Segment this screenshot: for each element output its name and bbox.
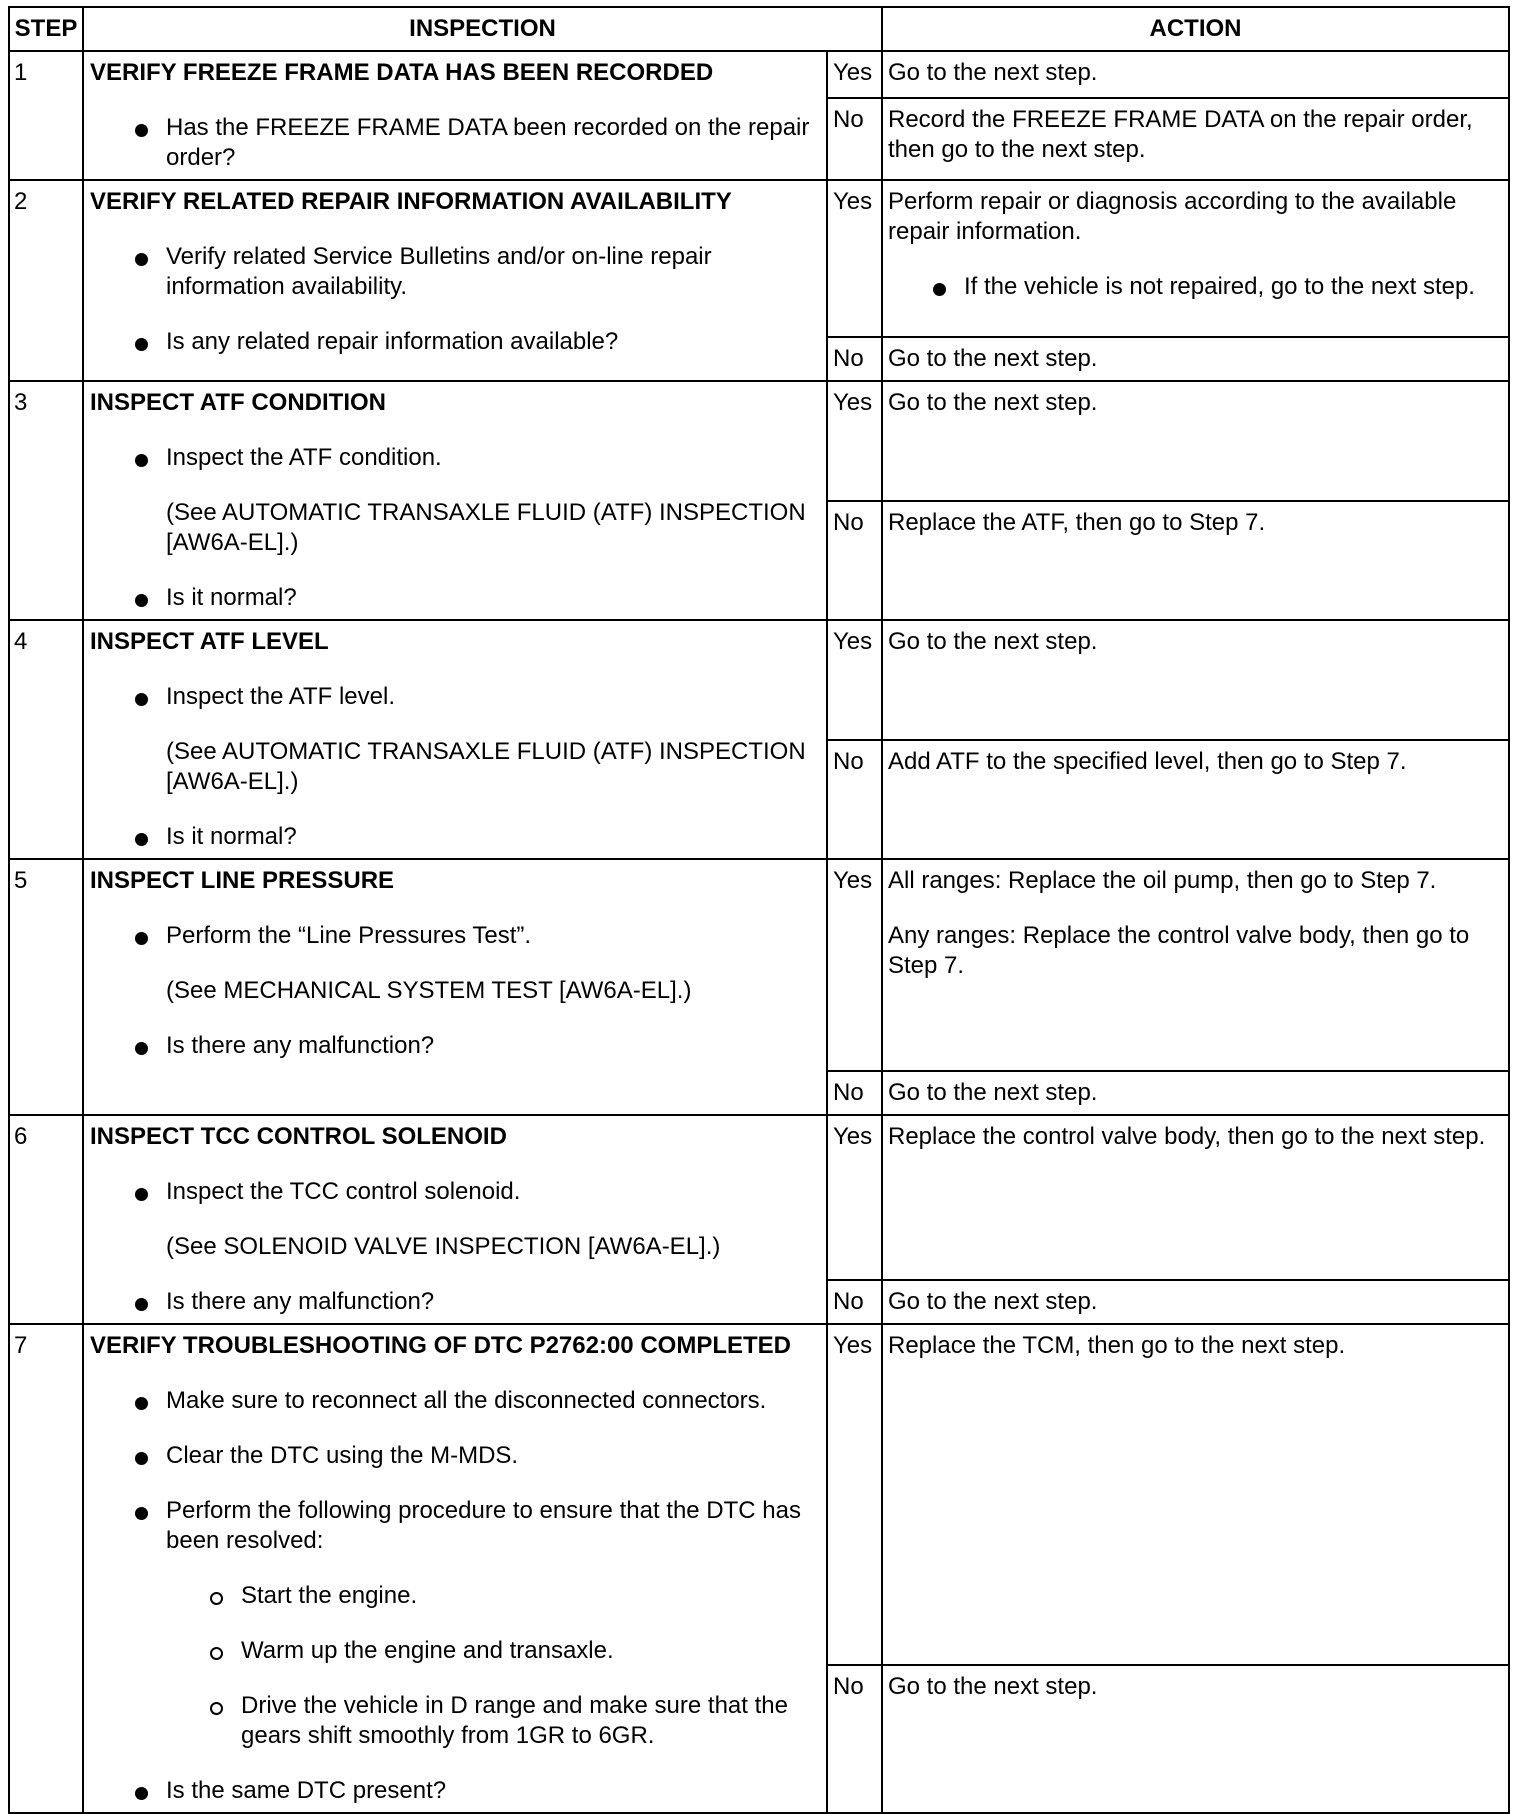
inspection-reference: (See AUTOMATIC TRANSAXLE FLUID (ATF) INSPECTION [AW6A-EL].)	[166, 499, 806, 556]
step-number: 6	[9, 1115, 83, 1324]
yes-action: Go to the next step.	[882, 381, 1509, 501]
step-row	[9, 620, 1509, 740]
no-action: Go to the next step.	[882, 1665, 1509, 1813]
action-text: Any ranges: Replace the control valve body, then go to Step 7.	[888, 922, 1470, 979]
inspection-reference: (See AUTOMATIC TRANSAXLE FLUID (ATF) INSPECTION [AW6A-EL].)	[166, 738, 806, 795]
step-number: 1	[9, 51, 83, 180]
inspection-bullet: Is the same DTC present?	[90, 1776, 818, 1806]
step-inspection	[83, 1115, 827, 1324]
yes-action	[882, 180, 1509, 337]
inspection-bullet: Is any related repair information available?	[90, 327, 818, 357]
step-title: INSPECT LINE PRESSURE	[90, 867, 395, 894]
step-inspection	[83, 180, 827, 381]
inspection-sub-bullet: Start the engine.	[90, 1581, 818, 1611]
yes-action: Go to the next step.	[882, 51, 1509, 98]
step-number: 7	[9, 1324, 83, 1813]
no-action: Go to the next step.	[882, 1280, 1509, 1324]
header-action: ACTION	[882, 7, 1509, 51]
header-step: STEP	[9, 7, 83, 51]
yes-label: Yes	[827, 859, 882, 1071]
yes-action	[882, 859, 1509, 1071]
no-label: No	[827, 337, 882, 381]
yes-action: Replace the control valve body, then go to the next step.	[882, 1115, 1509, 1280]
header-row	[9, 7, 1509, 51]
yes-label: Yes	[827, 381, 882, 501]
inspection-bullet: Inspect the ATF level.	[90, 682, 818, 712]
no-action: Record the FREEZE FRAME DATA on the repair order, then go to the next step.	[882, 98, 1509, 180]
no-label: No	[827, 98, 882, 180]
inspection-bullet: Has the FREEZE FRAME DATA been recorded on the repair order?	[90, 113, 818, 173]
inspection-bullet: Clear the DTC using the M-MDS.	[90, 1441, 818, 1471]
step-number: 5	[9, 859, 83, 1115]
inspection-bullet: Perform the “Line Pressures Test”.	[90, 921, 818, 951]
inspection-bullet: Make sure to reconnect all the disconnected connectors.	[90, 1386, 818, 1416]
diagnostic-procedure	[8, 6, 1508, 1814]
inspection-sub-bullet: Warm up the engine and transaxle.	[90, 1636, 818, 1666]
step-number: 4	[9, 620, 83, 859]
no-label: No	[827, 740, 882, 860]
inspection-bullet: Inspect the TCC control solenoid.	[90, 1177, 818, 1207]
inspection-bullet: Is it normal?	[90, 583, 818, 613]
step-inspection	[83, 381, 827, 620]
yes-label: Yes	[827, 620, 882, 740]
yes-action: Go to the next step.	[882, 620, 1509, 740]
step-row	[9, 1324, 1509, 1665]
step-title: INSPECT ATF CONDITION	[90, 389, 386, 416]
no-action: Replace the ATF, then go to Step 7.	[882, 501, 1509, 620]
no-label: No	[827, 1280, 882, 1324]
step-inspection	[83, 51, 827, 180]
inspection-bullet: Inspect the ATF condition.	[90, 443, 818, 473]
step-number: 2	[9, 180, 83, 381]
inspection-bullet: Is it normal?	[90, 822, 818, 852]
step-title: VERIFY RELATED REPAIR INFORMATION AVAILABILITY	[90, 188, 732, 215]
yes-label: Yes	[827, 1115, 882, 1280]
step-inspection	[83, 620, 827, 859]
step-title: VERIFY TROUBLESHOOTING OF DTC P2762:00 COMPLETED	[90, 1332, 791, 1359]
step-title: INSPECT TCC CONTROL SOLENOID	[90, 1123, 507, 1150]
inspection-bullet: Is there any malfunction?	[90, 1287, 818, 1317]
action-text: Perform repair or diagnosis according to the available repair information.	[888, 188, 1457, 245]
header-inspection: INSPECTION	[83, 7, 882, 51]
step-row	[9, 51, 1509, 98]
no-action: Go to the next step.	[882, 1071, 1509, 1115]
diagnostic-table	[8, 6, 1510, 1814]
yes-label: Yes	[827, 1324, 882, 1665]
step-title: INSPECT ATF LEVEL	[90, 628, 329, 655]
step-row	[9, 859, 1509, 1071]
no-label: No	[827, 1665, 882, 1813]
inspection-bullet: Perform the following procedure to ensure that the DTC has been resolved:	[90, 1496, 818, 1556]
step-inspection	[83, 859, 827, 1115]
step-title: VERIFY FREEZE FRAME DATA HAS BEEN RECORDED	[90, 59, 714, 86]
inspection-bullet: Is there any malfunction?	[90, 1031, 818, 1061]
action-text: All ranges: Replace the oil pump, then go to Step 7.	[888, 867, 1437, 894]
no-action: Add ATF to the specified level, then go to Step 7.	[882, 740, 1509, 860]
inspection-reference: (See SOLENOID VALVE INSPECTION [AW6A-EL].)	[166, 1233, 721, 1260]
step-inspection	[83, 1324, 827, 1813]
no-action: Go to the next step.	[882, 337, 1509, 381]
inspection-bullet: Verify related Service Bulletins and/or on-line repair information availability.	[90, 242, 818, 302]
inspection-sub-bullet: Drive the vehicle in D range and make sure that the gears shift smoothly from 1GR to 6GR.	[90, 1691, 818, 1751]
step-row	[9, 1115, 1509, 1280]
yes-label: Yes	[827, 180, 882, 337]
yes-label: Yes	[827, 51, 882, 98]
action-bullet: If the vehicle is not repaired, go to the next step.	[888, 272, 1498, 302]
step-number: 3	[9, 381, 83, 620]
step-row	[9, 180, 1509, 337]
yes-action: Replace the TCM, then go to the next step.	[882, 1324, 1509, 1665]
no-label: No	[827, 1071, 882, 1115]
step-row	[9, 381, 1509, 501]
inspection-reference: (See MECHANICAL SYSTEM TEST [AW6A-EL].)	[166, 977, 692, 1004]
no-label: No	[827, 501, 882, 620]
